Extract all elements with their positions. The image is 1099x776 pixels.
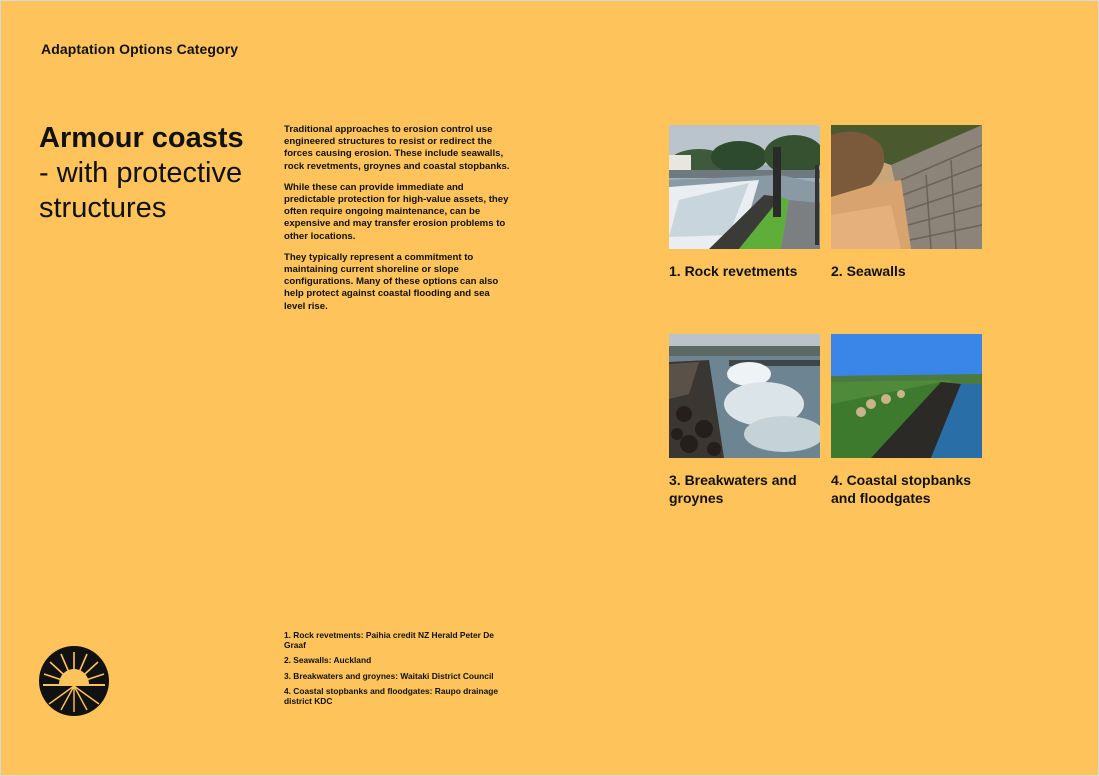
credit-3: 3. Breakwaters and groynes: Waitaki District Council [284,670,494,681]
caption-breakwaters-groynes: 3. Breakwaters and groynes [669,472,797,506]
photo-rock-revetments [669,125,820,249]
category-label: Adaptation Options Category [41,41,239,57]
page-title [39,121,279,226]
photo-seawalls [831,125,982,249]
title-strong: Armour coasts [39,122,244,154]
title-rest: - with protective structures [39,157,243,224]
intro-text [284,124,512,322]
intro-paragraph-3: They typically represent a commitment to maintaining current shoreline or slope configurations. Many of these options can also help protect against coastal flooding and sea level rise. [284,251,499,312]
intro-paragraph-1: Traditional approaches to erosion control use engineered structures to resist or redirect the forces causing erosion. These include seawalls, rock revetments, groynes and coastal stopbanks. [284,124,510,172]
caption-seawalls: 2. Seawalls [831,263,906,279]
credit-1: 1. Rock revetments: Paihia credit NZ Herald Peter De Graaf [284,630,494,650]
photo-credits [284,631,516,713]
credit-4: 4. Coastal stopbanks and floodgates: Raupo drainage district KDC [284,686,499,706]
caption-coastal-stopbanks: 4. Coastal stopbanks and floodgates [831,472,972,506]
photo-coastal-stopbanks [831,334,982,458]
intro-paragraph-2: While these can provide immediate and predictable protection for high-value assets, they often require ongoing maintenance, can be expensive and may transfer erosion problems to other locations. [284,181,509,242]
credit-2: 2. Seawalls: Auckland [284,655,372,666]
caption-rock-revetments: 1. Rock revetments [669,263,798,279]
photo-breakwaters-groynes [669,334,820,458]
sunrise-logo-icon [39,646,109,716]
